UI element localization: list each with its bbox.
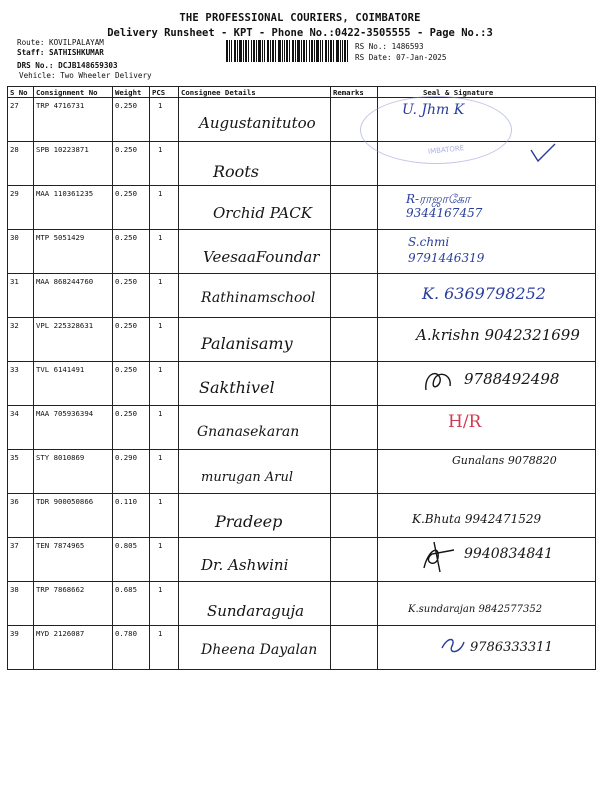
cell-sno: 36 bbox=[8, 494, 34, 538]
cell-consignment-no: TVL 6141491 bbox=[34, 362, 113, 406]
cell-weight: 0.685 bbox=[113, 582, 150, 626]
signature-handwriting: K.sundarajan 9842577352 bbox=[408, 604, 543, 615]
cell-consignment-no: SPB 10223871 bbox=[34, 142, 113, 186]
cell-pcs: 1 bbox=[150, 406, 179, 450]
table-row bbox=[8, 186, 596, 230]
col-header-consignee: Consignee Details bbox=[179, 87, 331, 98]
cell-pcs: 1 bbox=[150, 538, 179, 582]
consignee-handwriting: Pradeep bbox=[215, 512, 283, 531]
cell-weight: 0.110 bbox=[113, 494, 150, 538]
barcode bbox=[226, 40, 348, 62]
cell-weight: 0.805 bbox=[113, 538, 150, 582]
consignee-handwriting: Gnanasekaran bbox=[197, 424, 300, 440]
cell-consignment-no: TRP 7868662 bbox=[34, 582, 113, 626]
cell-pcs: 1 bbox=[150, 362, 179, 406]
cell-consignment-no: MAA 705936394 bbox=[34, 406, 113, 450]
cell-consignment-no: TDR 900050866 bbox=[34, 494, 113, 538]
cell-remarks bbox=[331, 494, 378, 538]
consignee-handwriting: Rathinamschool bbox=[201, 290, 316, 306]
col-header-weight: Weight bbox=[113, 87, 150, 98]
cell-remarks bbox=[331, 450, 378, 494]
cell-remarks bbox=[331, 362, 378, 406]
cell-pcs: 1 bbox=[150, 318, 179, 362]
cell-remarks bbox=[331, 142, 378, 186]
cell-sno: 30 bbox=[8, 230, 34, 274]
col-header-pcs: PCS bbox=[150, 87, 179, 98]
col-header-consignment: Consignment No bbox=[34, 87, 113, 98]
consignee-handwriting: Dheena Dayalan bbox=[201, 642, 318, 658]
table-row bbox=[8, 582, 596, 626]
table-row bbox=[8, 450, 596, 494]
table-header-row bbox=[8, 87, 596, 98]
cell-consignment-no: MAA 868244760 bbox=[34, 274, 113, 318]
consignee-handwriting: Dr. Ashwini bbox=[201, 556, 289, 574]
cell-pcs: 1 bbox=[150, 626, 179, 670]
signature-scribble-icon bbox=[418, 540, 458, 574]
cell-consignment-no: TRP 4716731 bbox=[34, 98, 113, 142]
consignee-handwriting: Sundaraguja bbox=[207, 602, 305, 620]
cell-pcs: 1 bbox=[150, 582, 179, 626]
cell-weight: 0.250 bbox=[113, 318, 150, 362]
cell-weight: 0.250 bbox=[113, 406, 150, 450]
company-title: THE PROFESSIONAL COURIERS, COIMBATORE bbox=[179, 12, 421, 24]
consignee-handwriting: Roots bbox=[213, 162, 259, 181]
table-row bbox=[8, 538, 596, 582]
signature-handwriting: U. Jhm K bbox=[402, 102, 465, 118]
cell-weight: 0.250 bbox=[113, 230, 150, 274]
runsheet-subtitle: Delivery Runsheet - KPT - Phone No.:0422-3505555 - Page No.:3 bbox=[107, 27, 493, 39]
table-row bbox=[8, 230, 596, 274]
cell-remarks bbox=[331, 318, 378, 362]
consignee-handwriting: Orchid PACK bbox=[213, 204, 312, 222]
cell-sno: 38 bbox=[8, 582, 34, 626]
cell-sno: 37 bbox=[8, 538, 34, 582]
cell-remarks bbox=[331, 186, 378, 230]
cell-pcs: 1 bbox=[150, 494, 179, 538]
cell-remarks bbox=[331, 274, 378, 318]
cell-consignment-no: STY 8010869 bbox=[34, 450, 113, 494]
cell-sno: 29 bbox=[8, 186, 34, 230]
cell-sno: 33 bbox=[8, 362, 34, 406]
cell-sno: 32 bbox=[8, 318, 34, 362]
cell-remarks bbox=[331, 582, 378, 626]
cell-consignment-no: TEN 7874965 bbox=[34, 538, 113, 582]
signature-handwriting: K.Bhuta 9942471529 bbox=[412, 512, 542, 526]
tick-mark-icon bbox=[528, 142, 558, 164]
signature-scribble-icon bbox=[422, 366, 456, 396]
consignee-handwriting: Palanisamy bbox=[201, 334, 293, 353]
signature-handwriting: 9940834841 bbox=[464, 546, 554, 562]
cell-weight: 0.290 bbox=[113, 450, 150, 494]
cell-remarks bbox=[331, 538, 378, 582]
cell-consignment-no: MTP 5051429 bbox=[34, 230, 113, 274]
consignee-handwriting: murugan Arul bbox=[201, 470, 293, 485]
cell-consignment-no: MYD 2126087 bbox=[34, 626, 113, 670]
consignee-handwriting: Sakthivel bbox=[199, 378, 275, 397]
drs-number: DRS No.: DCJB148659303 bbox=[17, 61, 118, 70]
cell-pcs: 1 bbox=[150, 142, 179, 186]
cell-sno: 39 bbox=[8, 626, 34, 670]
cell-pcs: 1 bbox=[150, 186, 179, 230]
cell-sno: 31 bbox=[8, 274, 34, 318]
cell-consignment-no: VPL 225328631 bbox=[34, 318, 113, 362]
table-row bbox=[8, 626, 596, 670]
signature-handwriting: R-ராஜாகோ 9344167457 bbox=[406, 192, 483, 220]
col-header-sno: S No bbox=[8, 87, 34, 98]
runsheet-table bbox=[7, 86, 596, 670]
signature-handwriting: 9788492498 bbox=[464, 370, 560, 388]
table-row bbox=[8, 274, 596, 318]
table-row bbox=[8, 494, 596, 538]
consignee-handwriting: Augustanitutoo bbox=[199, 114, 316, 132]
stamp-text: IMBATORE bbox=[427, 144, 465, 156]
signature-handwriting: H/R bbox=[448, 412, 482, 432]
signature-handwriting: A.krishn 9042321699 bbox=[416, 326, 580, 344]
signature-scribble-icon bbox=[440, 634, 466, 656]
cell-remarks bbox=[331, 406, 378, 450]
cell-weight: 0.250 bbox=[113, 274, 150, 318]
vehicle-text: Vehicle: Two Wheeler Delivery bbox=[19, 71, 152, 80]
cell-pcs: 1 bbox=[150, 98, 179, 142]
cell-pcs: 1 bbox=[150, 230, 179, 274]
signature-handwriting: Gunalans 9078820 bbox=[452, 454, 557, 467]
cell-weight: 0.250 bbox=[113, 142, 150, 186]
route-text: Route: KOVILPALAYAM bbox=[17, 38, 104, 47]
cell-sno: 27 bbox=[8, 98, 34, 142]
cell-sno: 28 bbox=[8, 142, 34, 186]
cell-weight: 0.250 bbox=[113, 186, 150, 230]
staff-text: Staff: SATHISHKUMAR bbox=[17, 48, 104, 57]
rs-date: RS Date: 07-Jan-2025 bbox=[355, 53, 447, 62]
signature-handwriting: S.chmi 9791446319 bbox=[408, 235, 485, 265]
table-row bbox=[8, 362, 596, 406]
cell-sno: 34 bbox=[8, 406, 34, 450]
cell-weight: 0.250 bbox=[113, 362, 150, 406]
table-row bbox=[8, 142, 596, 186]
rs-number: RS No.: 1486593 bbox=[355, 42, 424, 51]
cell-remarks bbox=[331, 230, 378, 274]
table-row bbox=[8, 406, 596, 450]
table-row bbox=[8, 318, 596, 362]
cell-weight: 0.780 bbox=[113, 626, 150, 670]
col-header-signature: Seal & Signature bbox=[378, 87, 596, 98]
signature-handwriting: 9786333311 bbox=[470, 640, 553, 655]
cell-consignment-no: MAA 110361235 bbox=[34, 186, 113, 230]
cell-pcs: 1 bbox=[150, 450, 179, 494]
signature-handwriting: K. 6369798252 bbox=[422, 284, 546, 303]
consignee-handwriting: VeesaaFoundar bbox=[203, 248, 320, 266]
cell-sno: 35 bbox=[8, 450, 34, 494]
cell-pcs: 1 bbox=[150, 274, 179, 318]
cell-weight: 0.250 bbox=[113, 98, 150, 142]
col-header-remarks: Remarks bbox=[331, 87, 378, 98]
cell-remarks bbox=[331, 626, 378, 670]
